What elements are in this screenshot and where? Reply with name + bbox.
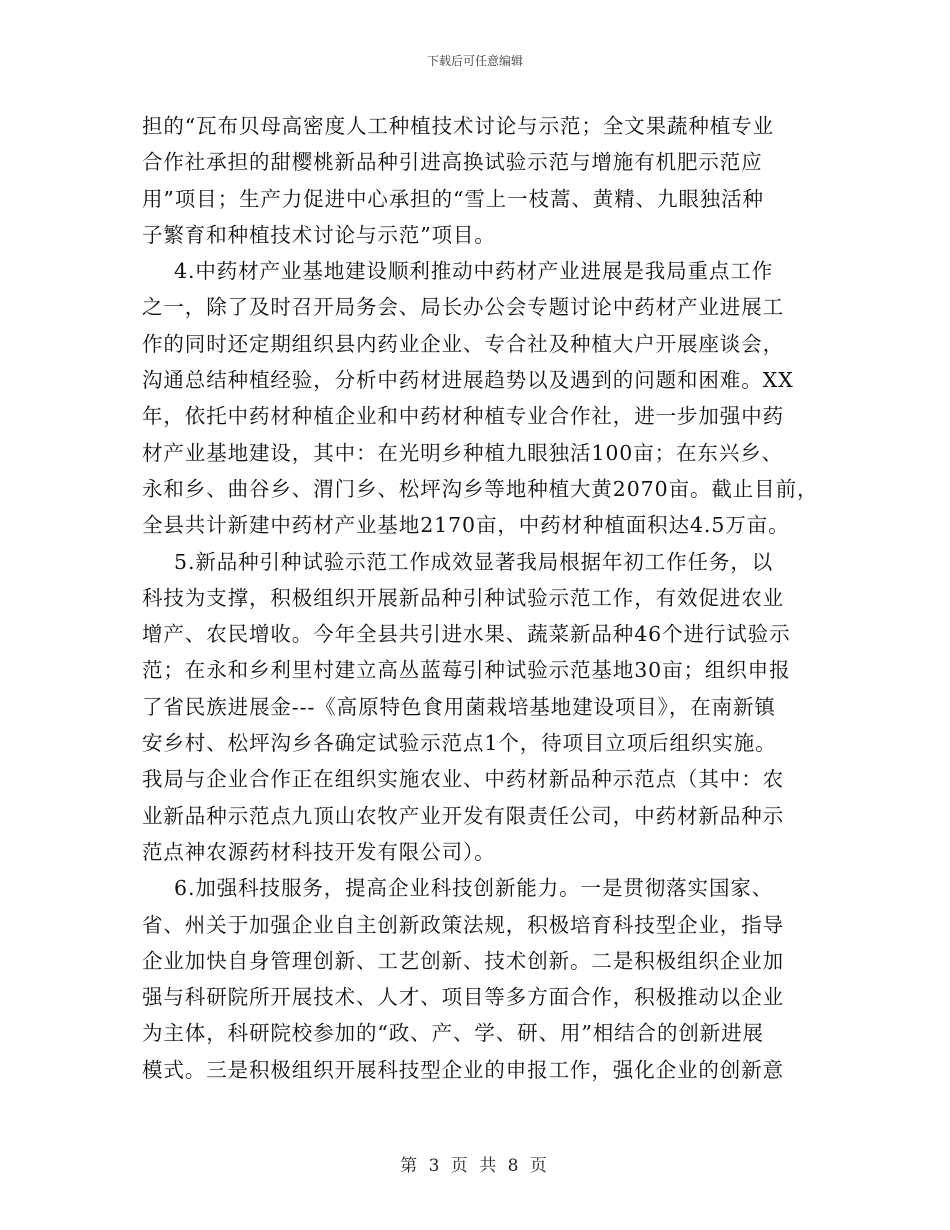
text-line: 5.新品种引种试验示范工作成效显著我局根据年初工作任务，以: [174, 549, 774, 574]
text-line: 我局与企业合作正在组织实施农业、中药材新品种示范点（其中：农: [142, 767, 784, 792]
text-line: 企业加快自身管理创新、工艺创新、技术创新。二是积极组织企业加: [142, 948, 784, 973]
text-line: 年，依托中药材种植企业和中药材种植专业合作社，进一步加强中药: [142, 404, 784, 429]
text-line: 了省民族进展金---《高原特色食用菌栽培基地建设项目》，在南新镇: [142, 694, 776, 719]
text-line: 6.加强科技服务，提高企业科技创新能力。一是贯彻落实国家、: [174, 876, 774, 901]
text-line: 合作社承担的甜樱桃新品种引进高换试验示范与增施有机肥示范应: [142, 150, 763, 175]
text-line: 4.中药材产业基地建设顺利推动中药材产业进展是我局重点工作: [174, 259, 774, 284]
text-line: 科技为支撑，积极组织开展新品种引种试验示范工作，有效促进农业: [142, 585, 784, 610]
text-line: 业新品种示范点九顶山农牧产业开发有限责任公司，中药材新品种示: [142, 803, 784, 828]
text-line: 安乡村、松坪沟乡各确定试验示范点1个，待项目立项后组织实施。: [142, 731, 777, 756]
text-line: 材产业基地建设，其中：在光明乡种植九眼独活100亩；在东兴乡、: [142, 440, 784, 465]
document-body: [142, 108, 819, 1088]
text-line: 增产、农民增收。今年全县共引进水果、蔬菜新品种46个进行试验示: [142, 622, 791, 647]
text-line: 范；在永和乡利里村建立高丛蓝莓引种试验示范基地30亩；组织申报: [142, 658, 791, 683]
text-line: 作的同时还定期组织县内药业企业、专合社及种植大户开展座谈会，: [142, 331, 784, 356]
text-line: 强与科研院所开展技术、人才、项目等多方面合作，积极推动以企业: [142, 985, 784, 1010]
text-line: 模式。三是积极组织开展科技型企业的申报工作，强化企业的创新意: [142, 1057, 784, 1082]
text-line: 范点神农源药材科技开发有限公司）。: [142, 839, 496, 864]
text-line: 子繁育和种植技术讨论与示范”项目。: [142, 222, 496, 247]
page-footer: 第 3 页 共 8 页: [400, 1156, 550, 1176]
text-line: 之一，除了及时召开局务会、局长办公会专题讨论中药材产业进展工: [142, 295, 784, 320]
text-line: 用”项目；生产力促进中心承担的“雪上一枝蒿、黄精、九眼独活种: [142, 186, 764, 211]
text-line: 永和乡、曲谷乡、渭门乡、松坪沟乡等地种植大黄2070亩。截止目前，: [142, 476, 819, 501]
text-line: 担的“瓦布贝母高密度人工种植技术讨论与示范；全文果蔬种植专业: [142, 114, 774, 138]
text-line: 沟通总结种植经验，分析中药材进展趋势以及遇到的问题和困难。XX: [142, 368, 794, 393]
page-header: 下载后可任意编辑: [426, 54, 523, 68]
text-line: 省、州关于加强企业自主创新政策法规，积极培育科技型企业，指导: [142, 912, 784, 937]
text-line: 全县共计新建中药材产业基地2170亩，中药材种植面积达4.5万亩。: [142, 513, 790, 538]
text-line: 为主体，科研院校参加的“政、产、学、研、用”相结合的创新进展: [142, 1021, 764, 1046]
